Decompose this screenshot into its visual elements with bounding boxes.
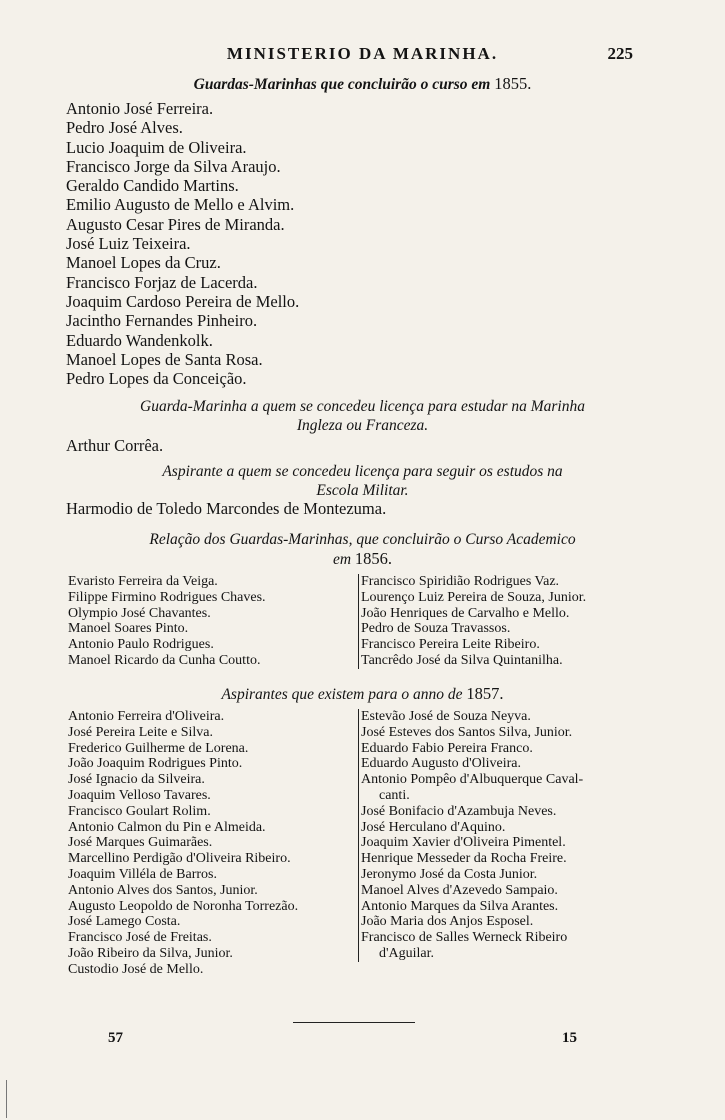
list-item: Henrique Messeder da Rocha Freire.	[361, 851, 567, 867]
list-item: Francisco Jorge da Silva Araujo.	[66, 156, 281, 176]
list-item: Jacintho Fernandes Pinheiro.	[66, 311, 258, 331]
list-item: Francisco José de Freitas.	[68, 930, 212, 946]
section2-heading: Guarda-Marinha a quem se concedeu licença para estudar na Marinha Ingleza ou Franceza.	[140, 398, 585, 434]
list-item: José Bonifacio d'Azambuja Neves.	[361, 803, 557, 819]
list-item: Filippe Firmino Rodrigues Chaves.	[68, 589, 266, 605]
list-item: João Maria dos Anjos Esposel.	[361, 914, 534, 930]
list-item: Manoel Soares Pinto.	[68, 621, 189, 637]
list-item: Frederico Guilherme de Lorena.	[68, 740, 249, 756]
list-item: Geraldo Candido Martins.	[66, 176, 239, 196]
list-item: Antonio Calmon du Pin e Almeida.	[68, 819, 266, 835]
list-item: José Lamego Costa.	[68, 914, 181, 930]
list-item: Pedro Lopes da Conceição.	[66, 369, 247, 389]
section5-right-column	[358, 709, 583, 962]
list-item: Marcellino Perdigão d'Oliveira Ribeiro.	[68, 851, 291, 867]
section4-year: 1856.	[354, 549, 393, 568]
list-item: Lucio Joaquim de Oliveira.	[66, 137, 247, 157]
list-item: Antonio Paulo Rodrigues.	[68, 637, 214, 653]
list-item: Estevão José de Souza Neyva.	[361, 709, 531, 724]
section1-year: 1855.	[494, 74, 532, 93]
section1-heading: Guardas-Marinhas que concluirão o curso em 1855.	[193, 74, 532, 93]
list-item: Olympio José Chavantes.	[68, 605, 211, 621]
list-item: Antonio Alves dos Santos, Junior.	[68, 882, 258, 898]
footer-rule	[293, 1022, 415, 1023]
page-number: 225	[607, 44, 633, 63]
list-item: Tancrêdo José da Silva Quintanilha.	[361, 652, 563, 668]
list-item: José Herculano d'Aquino.	[361, 819, 506, 835]
list-item: Francisco Spiridião Rodrigues Vaz.	[361, 574, 560, 589]
list-item: José Ignacio da Silveira.	[68, 772, 205, 788]
list-item: Antonio Pompêo d'Albuquerque Caval-	[361, 772, 584, 788]
list-item: Francisco Forjaz de Lacerda.	[66, 272, 258, 292]
margin-line	[6, 1080, 7, 1118]
list-item: Augusto Leopoldo de Noronha Torrezão.	[68, 898, 299, 914]
section4-left-column	[68, 574, 266, 669]
signature-mark-left: 57	[108, 1030, 123, 1046]
section1-list	[66, 99, 299, 388]
running-title: MINISTERIO DA MARINHA.	[226, 44, 499, 63]
list-item: Custodio José de Mello.	[68, 961, 204, 977]
list-item: Eduardo Augusto d'Oliveira.	[361, 756, 521, 772]
list-item: João Ribeiro da Silva, Junior.	[68, 945, 233, 961]
section4-right-column	[358, 574, 586, 669]
list-item: Antonio Marques da Silva Arantes.	[361, 898, 559, 914]
list-item: Evaristo Ferreira da Veiga.	[68, 574, 218, 589]
signature-mark-right: 15	[562, 1030, 577, 1046]
list-item: Manoel Lopes da Cruz.	[66, 253, 221, 273]
list-item: Joaquim Xavier d'Oliveira Pimentel.	[361, 835, 566, 851]
list-item: Augusto Cesar Pires de Miranda.	[66, 214, 285, 234]
list-item: Joaquim Villéla de Barros.	[68, 866, 217, 882]
list-item: Joaquim Velloso Tavares.	[68, 787, 211, 803]
list-item: Lourenço Luiz Pereira de Souza, Junior.	[361, 589, 587, 605]
list-item: Eduardo Wandenkolk.	[66, 330, 213, 350]
list-item: José Pereira Leite e Silva.	[68, 724, 214, 740]
list-item: Manoel Ricardo da Cunha Coutto.	[68, 652, 261, 668]
section5-year: 1857.	[466, 684, 504, 703]
section5-heading: Aspirantes que existem para o anno de 1857.	[221, 684, 504, 703]
running-head	[0, 44, 725, 70]
list-item: José Luiz Teixeira.	[66, 234, 191, 254]
section2-name: Arthur Corrêa.	[66, 436, 164, 455]
list-item: Antonio José Ferreira.	[66, 99, 214, 118]
list-item: Joaquim Cardoso Pereira de Mello.	[66, 291, 300, 311]
list-item-continuation: canti.	[379, 787, 410, 803]
list-item: Manoel Alves d'Azevedo Sampaio.	[361, 882, 558, 898]
list-item: Francisco Goulart Rolim.	[68, 803, 211, 819]
list-item: Eduardo Fabio Pereira Franco.	[361, 740, 533, 756]
section5-left-column	[68, 709, 298, 978]
list-item: João Joaquim Rodrigues Pinto.	[68, 756, 243, 772]
list-item: Pedro de Souza Travassos.	[361, 621, 511, 637]
list-item: Manoel Lopes de Santa Rosa.	[66, 349, 263, 369]
list-item: Francisco Pereira Leite Ribeiro.	[361, 637, 540, 653]
list-item: Pedro José Alves.	[66, 118, 183, 138]
section3-name: Harmodio de Toledo Marcondes de Montezuma.	[66, 499, 387, 518]
list-item: Francisco de Salles Werneck Ribeiro	[361, 930, 568, 946]
section3-heading: Aspirante a quem se concedeu licença para seguir os estudos na Escola Militar.	[162, 463, 563, 499]
list-item: Antonio Ferreira d'Oliveira.	[68, 709, 225, 724]
list-item: Emilio Augusto de Mello e Alvim.	[66, 195, 295, 215]
list-item: José Esteves dos Santos Silva, Junior.	[361, 724, 573, 740]
list-item: José Marques Guimarães.	[68, 835, 213, 851]
list-item: Jeronymo José da Costa Junior.	[361, 866, 538, 882]
list-item: João Henriques de Carvalho e Mello.	[361, 605, 570, 621]
list-item-continuation: d'Aguilar.	[379, 945, 435, 961]
section4-heading: Relação dos Guardas-Marinhas, que concluirão o Curso Academico em 1856.	[149, 531, 576, 568]
